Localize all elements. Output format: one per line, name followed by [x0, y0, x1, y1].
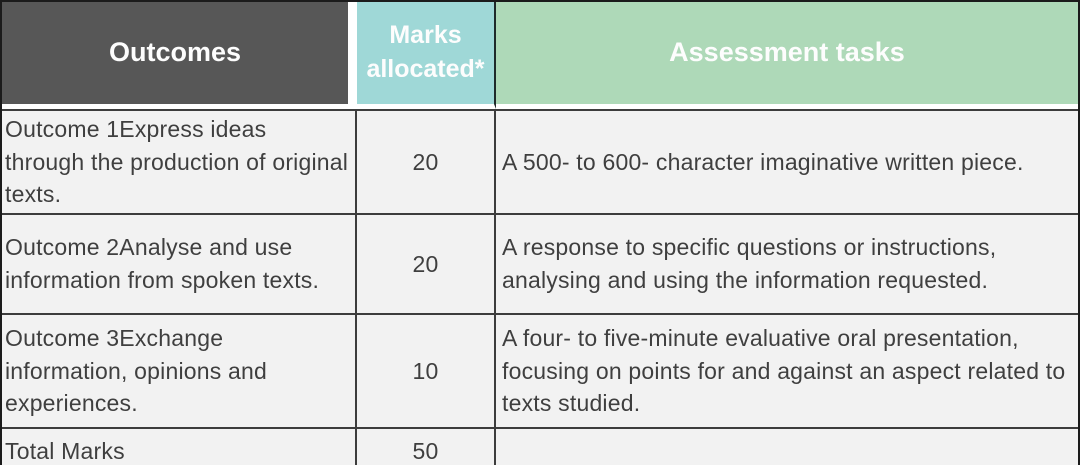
table-row-outcome-2 [2, 215, 1078, 315]
cell-total-marks-value: 50 [357, 429, 496, 465]
cell-outcome-2: Outcome 2Analyse and use information from spoken texts. [2, 215, 357, 315]
cell-task-outcome-2: A response to specific questions or instructions, analysing and using the information requested. [496, 215, 1078, 315]
cell-marks-outcome-3: 10 [357, 315, 496, 429]
cell-outcome-3: Outcome 3Exchange information, opinions and experiences. [2, 315, 357, 429]
cell-task-outcome-1: A 500- to 600- character imaginative written piece. [496, 109, 1078, 215]
cell-total-marks-label: Total Marks [2, 429, 357, 465]
header-row [2, 2, 1078, 109]
table-row-total-marks [2, 429, 1078, 465]
cell-marks-outcome-2: 20 [357, 215, 496, 315]
cell-task-outcome-3: A four- to five-minute evaluative oral presentation, focusing on points for and against an aspect related to texts studied. [496, 315, 1078, 429]
column-header-assessment-tasks: Assessment tasks [496, 2, 1078, 109]
table-row-outcome-1 [2, 109, 1078, 215]
table-row-outcome-3 [2, 315, 1078, 429]
cell-outcome-1: Outcome 1Express ideas through the production of original texts. [2, 109, 357, 215]
cell-marks-outcome-1: 20 [357, 109, 496, 215]
column-header-marks-allocated: Marks allocated* [357, 2, 496, 109]
column-header-outcomes: Outcomes [2, 2, 357, 109]
cell-total-marks-task-empty [496, 429, 1078, 465]
